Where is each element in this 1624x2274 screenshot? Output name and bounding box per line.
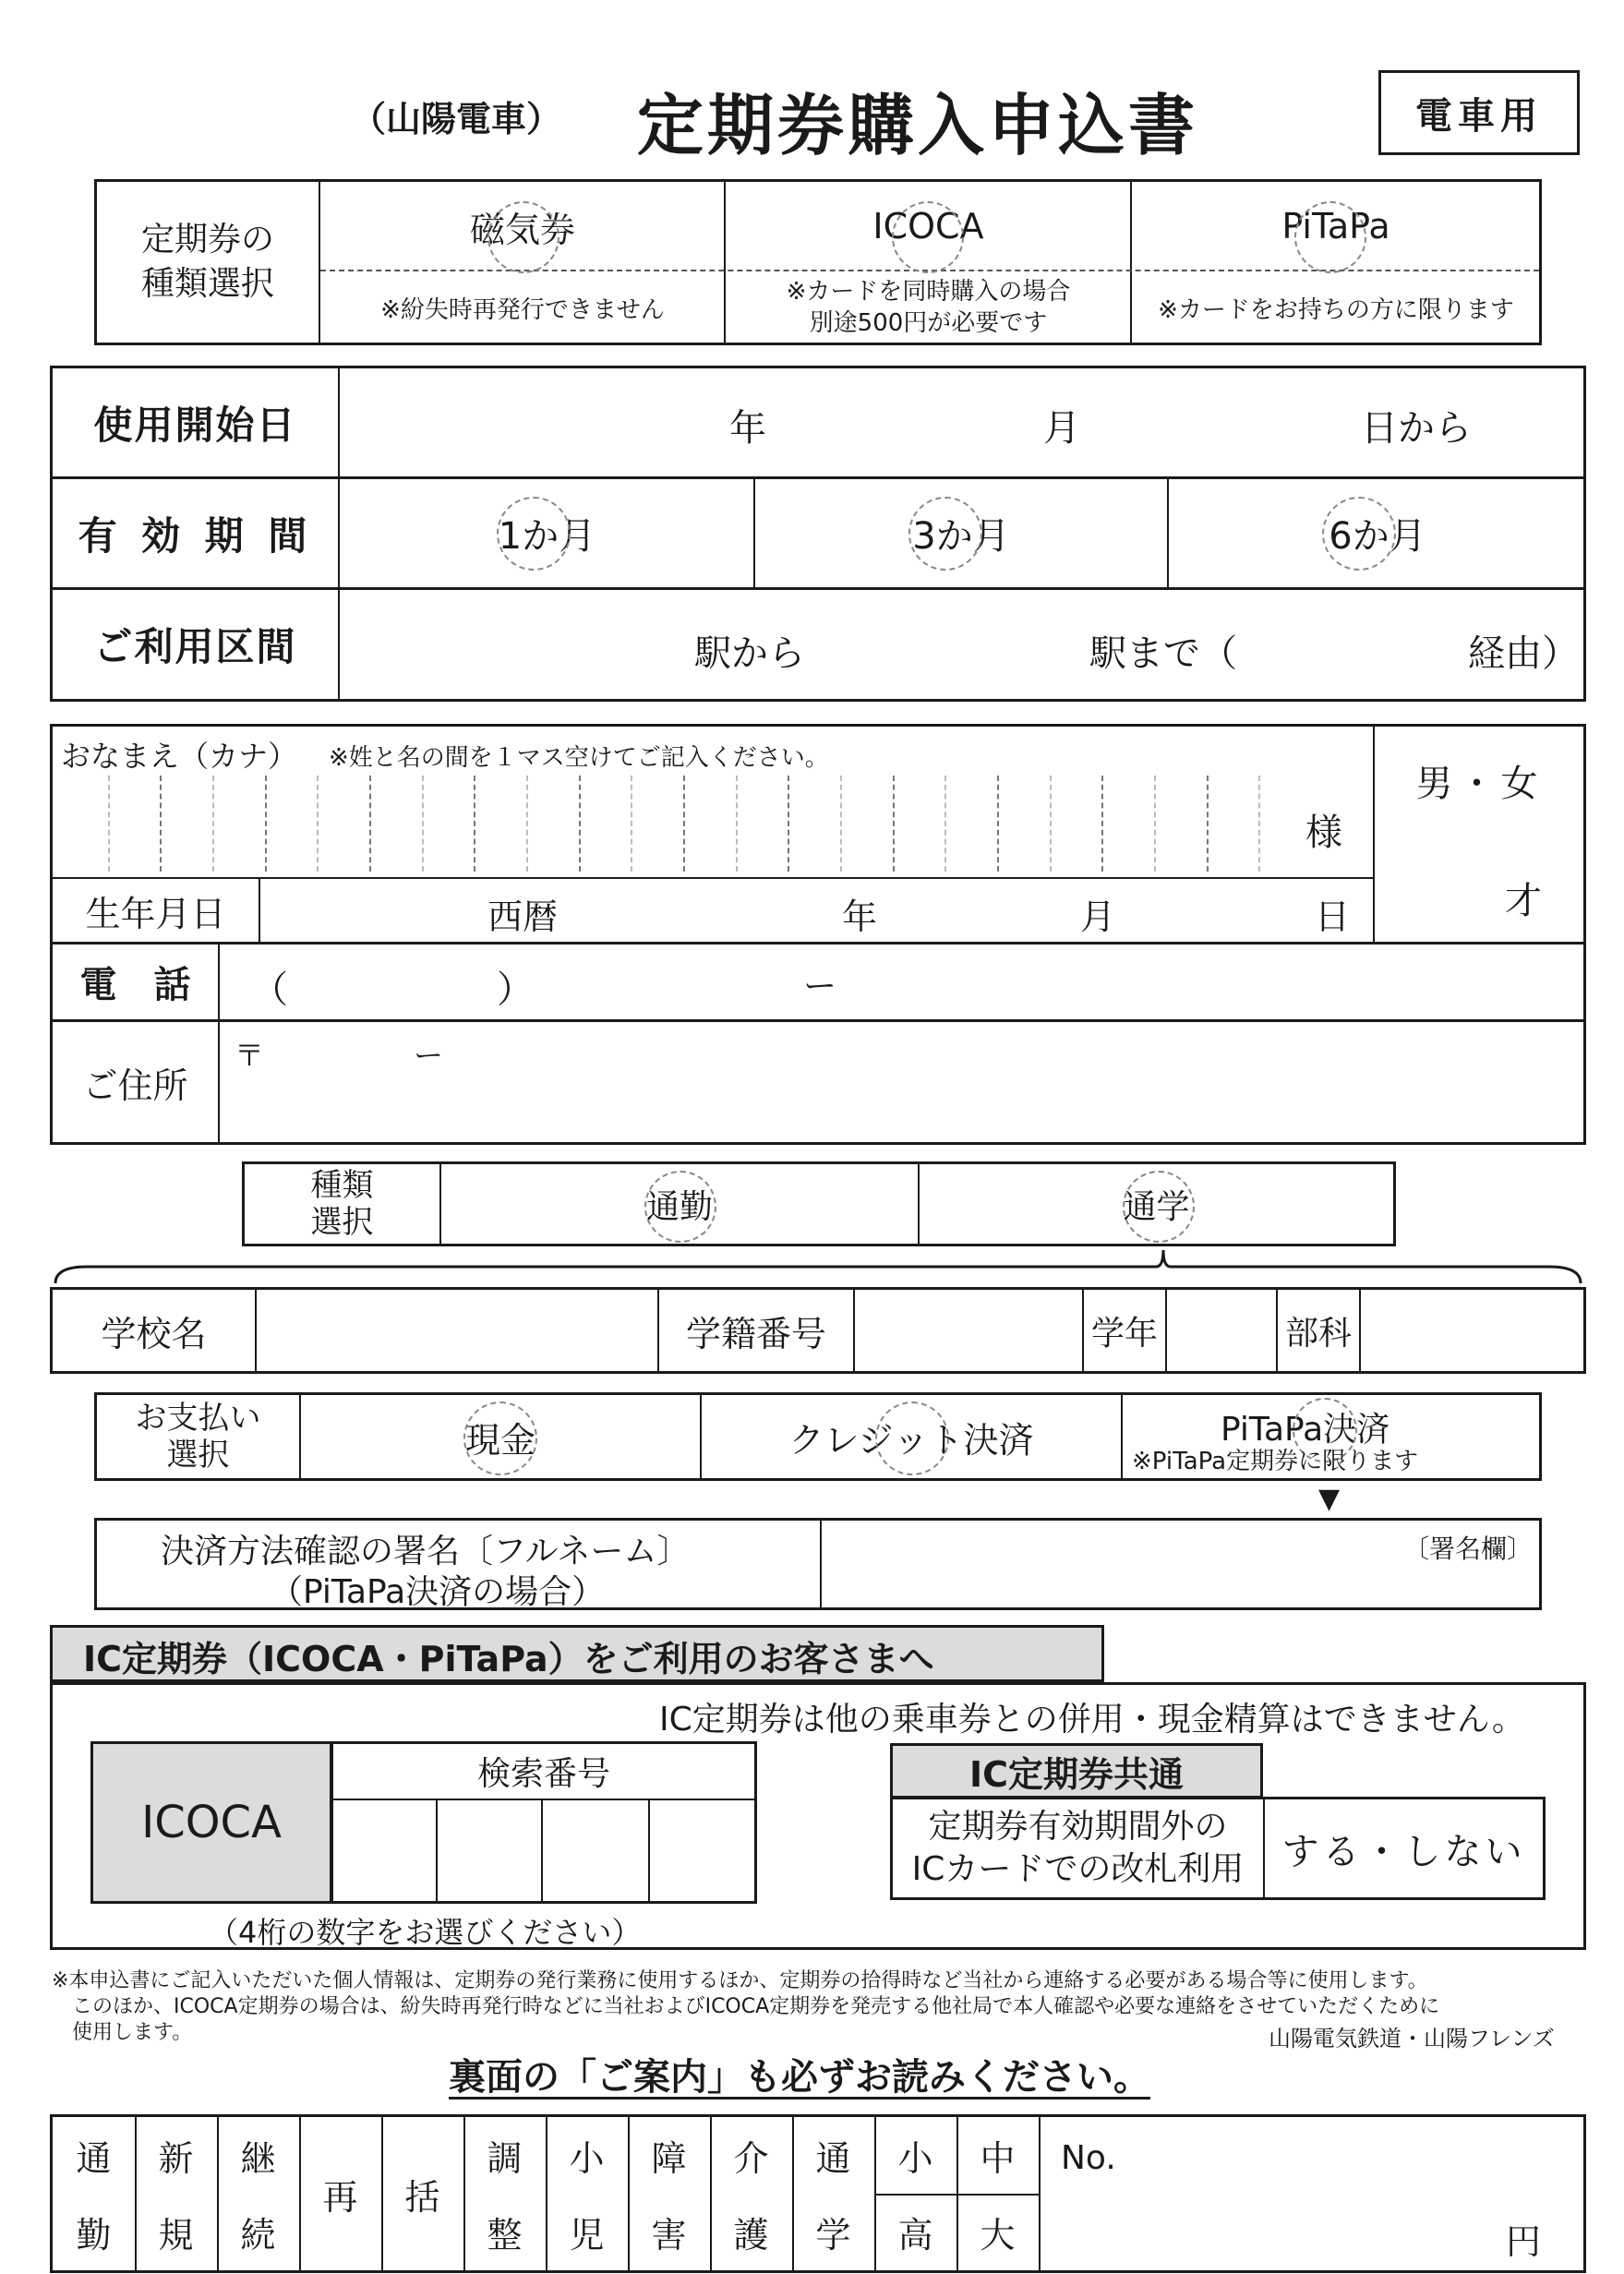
office-no-label: No. xyxy=(1061,2139,1116,2177)
search-hint: （4桁の数字をお選びください） xyxy=(209,1915,642,1950)
office-cell-top: 継 xyxy=(240,2138,276,2179)
office-cell-top: 障 xyxy=(651,2138,687,2179)
name-label: おなまえ（カナ） xyxy=(61,739,298,774)
signature-label-line2: （PiTaPa決済の場合） xyxy=(270,1573,606,1611)
office-cell-top: 調 xyxy=(487,2138,523,2179)
office-cell: 再 xyxy=(322,2176,358,2218)
start-date-label: 使用開始日 xyxy=(93,402,297,448)
ic-common-heading: IC定期券共通 xyxy=(968,1753,1185,1795)
ticket-note-magnetic: ※紛失時再発行できません xyxy=(380,295,665,324)
payment-label: お支払い 選択 xyxy=(135,1400,261,1474)
office-level-cell: 中 xyxy=(980,2138,1016,2179)
office-cell-bottom: 学 xyxy=(815,2215,851,2256)
address-label: ご住所 xyxy=(82,1065,188,1106)
category-school[interactable]: 通学 xyxy=(1123,1187,1190,1226)
company-name: （山陽電車） xyxy=(351,99,562,139)
sama-suffix: 様 xyxy=(1305,812,1342,854)
ic-heading: IC定期券（ICOCA・PiTaPa）をご利用のお客さまへ xyxy=(83,1639,934,1679)
category-label: 種類 選択 xyxy=(310,1167,374,1241)
ticket-option-magnetic[interactable]: 磁気券 xyxy=(469,209,575,250)
route-to: 駅まで（ xyxy=(1089,632,1237,675)
postal-mark: 〒 xyxy=(235,1038,265,1073)
kana-input-row[interactable] xyxy=(55,772,1311,875)
ticket-option-pitapa[interactable]: PiTaPa xyxy=(1281,206,1390,247)
payment-pitapa[interactable]: PiTaPa決済 xyxy=(1221,1411,1390,1449)
birth-year-unit: 年 xyxy=(842,896,878,937)
office-cell-bottom: 続 xyxy=(240,2215,276,2256)
start-year-unit: 年 xyxy=(729,407,766,450)
signature-field-label: 〔署名欄〕 xyxy=(1403,1534,1534,1564)
badge-text: 電車用 xyxy=(1415,94,1543,138)
search-digit-2[interactable] xyxy=(439,1802,543,1902)
payment-credit[interactable]: クレジット決済 xyxy=(788,1419,1034,1461)
office-yen-label: 円 xyxy=(1506,2221,1542,2262)
start-month-unit: 月 xyxy=(1043,407,1080,450)
search-number-label: 検索番号 xyxy=(476,1755,610,1793)
start-day-unit: 日から xyxy=(1361,407,1472,450)
department-label: 部科 xyxy=(1284,1314,1352,1353)
office-cell-bottom: 勤 xyxy=(76,2215,112,2256)
ic-common-row-label: 定期券有効期間外の ICカードでの改札利用 xyxy=(911,1808,1245,1888)
phone-close-paren: ） xyxy=(497,969,534,1011)
train-use-badge xyxy=(1378,70,1580,155)
validity-option-3[interactable]: 3か月 xyxy=(912,515,1010,558)
school-brace xyxy=(50,1246,1586,1287)
gender-choice[interactable]: 男・女 xyxy=(1415,762,1544,805)
ic-notice: IC定期券は他の乗車券との併用・現金精算はできません。 xyxy=(659,1701,1525,1739)
name-note: ※姓と名の間を１マス空けてご記入ください。 xyxy=(329,744,829,772)
office-level-cell: 大 xyxy=(980,2215,1016,2256)
birth-day-unit: 日 xyxy=(1315,896,1351,937)
signature-label-line1: 決済方法確認の署名〔フルネーム〕 xyxy=(161,1533,691,1570)
school-name-label: 学校名 xyxy=(101,1313,207,1354)
office-cell-bottom: 規 xyxy=(158,2215,194,2256)
page-title: 定期券購入申込書 xyxy=(637,87,1199,164)
phone-dash: ー xyxy=(803,968,837,1005)
route-label: ご利用区間 xyxy=(93,624,297,669)
office-cell-bottom: 整 xyxy=(487,2215,523,2256)
validity-option-1[interactable]: 1か月 xyxy=(498,515,596,558)
birth-label: 生年月日 xyxy=(85,893,226,934)
office-cell-bottom: 児 xyxy=(569,2215,605,2256)
postal-dash: ー xyxy=(414,1038,444,1073)
issuer-name: 山陽電気鉄道・山陽フレンズ xyxy=(1269,2026,1555,2051)
office-cell-top: 通 xyxy=(76,2138,112,2179)
office-cell-bottom: 護 xyxy=(733,2215,769,2256)
office-cell-bottom: 害 xyxy=(651,2215,687,2256)
phone-label: 電 話 xyxy=(79,964,191,1006)
birth-month-unit: 月 xyxy=(1080,896,1116,937)
signature-input[interactable] xyxy=(831,1560,1527,1603)
search-digit-3[interactable] xyxy=(545,1802,650,1902)
office-cell-top: 介 xyxy=(733,2138,769,2179)
category-commute[interactable]: 通勤 xyxy=(645,1187,713,1226)
office-cell-top: 通 xyxy=(815,2138,851,2179)
payment-cash[interactable]: 現金 xyxy=(464,1419,535,1461)
privacy-note: ※本申込書にご記入いただいた個人情報は、定期券の発行業務に使用するほか、定期券の拾得時など当社から連絡する必要がある場合等に使用します。 このほか、ICOCA定期券の場合は、紛失時再発行時などに当社およびICOCA定期券を発売する他社局で本人確認や必要な連絡をさせていただくために 使用します。 xyxy=(52,1969,1440,2044)
route-via: 経由） xyxy=(1468,632,1579,675)
office-divider xyxy=(874,2194,1039,2196)
birth-era: 西暦 xyxy=(487,896,559,937)
ticket-note-icoca: ※カードを同時購入の場合 別途500円が必要です xyxy=(786,278,1071,337)
phone-open-paren: （ xyxy=(251,969,288,1011)
down-arrow-icon: ▼ xyxy=(1318,1483,1341,1515)
office-cell-top: 小 xyxy=(569,2138,605,2179)
age-unit: 才 xyxy=(1505,880,1542,922)
icoca-label: ICOCA xyxy=(141,1797,282,1848)
ticket-note-pitapa: ※カードをお持ちの方に限ります xyxy=(1158,295,1514,324)
office-level-cell: 高 xyxy=(897,2215,933,2256)
ticket-type-label: 定期券の 種類選択 xyxy=(140,221,274,303)
read-back-notice: 裏面の「ご案内」も必ずお読みください。 xyxy=(449,2056,1150,2099)
validity-label: 有 効 期 間 xyxy=(78,512,313,559)
route-from: 駅から xyxy=(694,632,805,675)
office-use-table xyxy=(50,2114,1586,2273)
ticket-option-icoca[interactable]: ICOCA xyxy=(872,206,984,247)
student-id-label: 学籍番号 xyxy=(685,1313,826,1354)
office-cell-top: 新 xyxy=(158,2138,194,2179)
office-divider xyxy=(1039,2117,1041,2270)
grade-label: 学年 xyxy=(1090,1314,1158,1353)
office-cell: 括 xyxy=(404,2176,440,2218)
pitapa-note: ※PiTaPa定期券に限ります xyxy=(1132,1448,1419,1475)
validity-option-6[interactable]: 6か月 xyxy=(1329,515,1426,558)
search-digit-1[interactable] xyxy=(334,1802,438,1902)
ic-common-choice[interactable]: する・しない xyxy=(1281,1830,1526,1873)
office-level-cell: 小 xyxy=(897,2138,933,2179)
search-digit-4[interactable] xyxy=(652,1802,757,1902)
